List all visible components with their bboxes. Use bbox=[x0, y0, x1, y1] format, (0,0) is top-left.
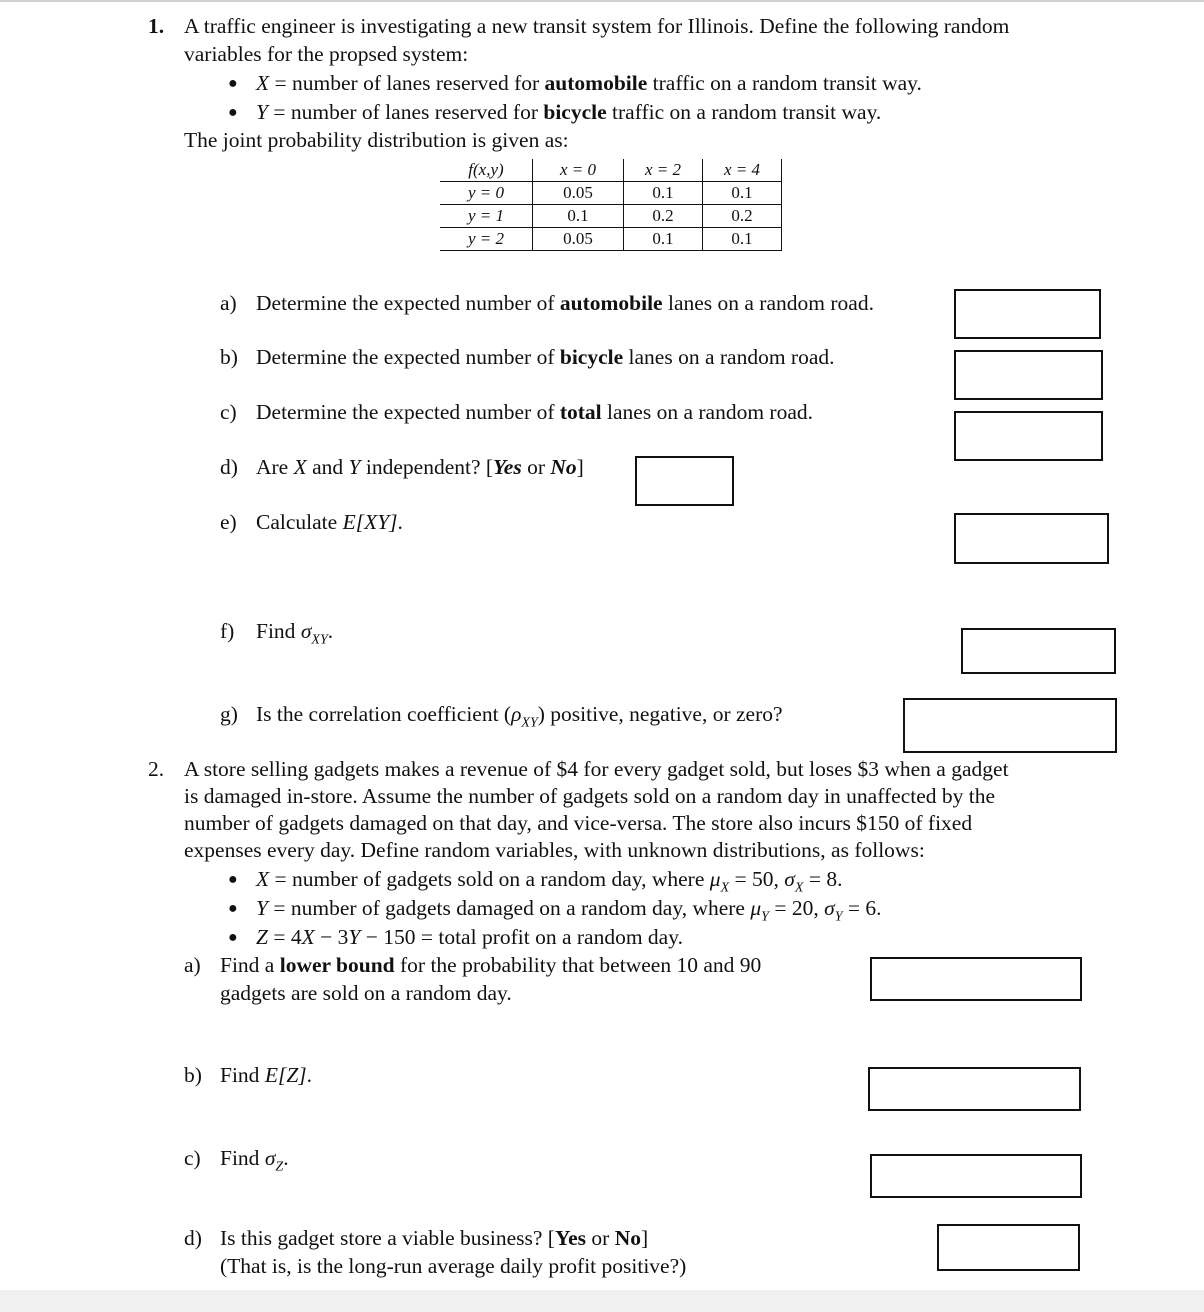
table-cell: 0.05 bbox=[533, 228, 624, 251]
table-cell: 0.1 bbox=[703, 182, 782, 205]
q1a-text: Determine the expected number of automobile lanes on a random road. bbox=[256, 291, 874, 315]
q1-joint-intro: The joint probability distribution is given as: bbox=[184, 128, 569, 152]
bullet-icon: ● bbox=[228, 929, 238, 946]
table-header-cell: f(x,y) bbox=[440, 159, 533, 182]
table-cell: 0.1 bbox=[624, 182, 703, 205]
table-cell: 0.2 bbox=[703, 205, 782, 228]
q2b-answer-box[interactable] bbox=[868, 1067, 1081, 1111]
q1-number: 1. bbox=[148, 14, 165, 38]
q1f-answer-box[interactable] bbox=[961, 628, 1116, 674]
joint-probability-table bbox=[440, 159, 782, 251]
q2b-text: Find E[Z]. bbox=[220, 1063, 313, 1087]
q2-intro-line4: expenses every day. Define random variables, with unknown distributions, as follows: bbox=[184, 838, 925, 862]
q2a-answer-box[interactable] bbox=[870, 957, 1082, 1001]
q1c-text: Determine the expected number of total lanes on a random road. bbox=[256, 400, 814, 424]
q1e-label: e) bbox=[220, 510, 237, 534]
q1g-answer-box[interactable] bbox=[903, 698, 1117, 753]
table-row-label: y = 2 bbox=[440, 228, 533, 251]
table-cell: 0.1 bbox=[533, 205, 624, 228]
q1g-text: Is the correlation coefficient $(\rho_{XY})$ positive, negative, or zero? bbox=[256, 702, 783, 731]
bullet-icon: ● bbox=[228, 900, 238, 917]
q2-bullet-y: Y = number of gadgets damaged on a random day, where $\mu_Y = 20$, $\sigma_Y = 6$. bbox=[256, 896, 882, 925]
table-row-label: y = 1 bbox=[440, 205, 533, 228]
table-row bbox=[440, 228, 782, 251]
q1c-answer-box[interactable] bbox=[954, 411, 1103, 461]
table-row-label: y = 0 bbox=[440, 182, 533, 205]
table-cell: 0.2 bbox=[624, 205, 703, 228]
q1-bullet-y: Y = number of lanes reserved for bicycle traffic on a random transit way. bbox=[256, 100, 882, 124]
table-row bbox=[440, 182, 782, 205]
table-header-cell: x = 2 bbox=[624, 159, 703, 182]
q2a-text: Find a lower bound for the probability that between 10 and 90 bbox=[220, 953, 762, 977]
q1e-text: Calculate E[XY]. bbox=[256, 510, 403, 534]
q1a-label: a) bbox=[220, 291, 237, 315]
q2b-label: b) bbox=[184, 1063, 202, 1087]
q1e-answer-box[interactable] bbox=[954, 513, 1109, 564]
bullet-icon: ● bbox=[228, 75, 238, 92]
table-row bbox=[440, 205, 782, 228]
table-header-cell: x = 0 bbox=[533, 159, 624, 182]
q2-number: 2. bbox=[148, 757, 165, 781]
q1d-label: d) bbox=[220, 455, 238, 479]
q2c-text: Find $\sigma_Z$. bbox=[220, 1146, 289, 1175]
table-header-row bbox=[440, 159, 782, 182]
table-cell: 0.05 bbox=[533, 182, 624, 205]
bottom-strip bbox=[0, 1290, 1204, 1312]
q2-bullet-x: X = number of gadgets sold on a random day, where $\mu_X = 50$, $\sigma_X = 8$. bbox=[256, 867, 843, 896]
q2d-text-line2: (That is, is the long-run average daily profit positive?) bbox=[220, 1254, 687, 1278]
q2-intro-line3: number of gadgets damaged on that day, and vice-versa. The store also incurs $150 of fixed bbox=[184, 811, 973, 835]
q1-bullet-x: X = number of lanes reserved for automobile traffic on a random transit way. bbox=[256, 71, 922, 95]
q2a-label: a) bbox=[184, 953, 201, 977]
table-cell: 0.1 bbox=[703, 228, 782, 251]
q1f-label: f) bbox=[220, 619, 235, 643]
q2-intro-line2: is damaged in-store. Assume the number of gadgets sold on a random day in unaffected by the bbox=[184, 784, 996, 808]
q1-intro-line1: A traffic engineer is investigating a new transit system for Illinois. Define the following random bbox=[184, 14, 1010, 38]
table-cell: 0.1 bbox=[624, 228, 703, 251]
q2a-text-line2: gadgets are sold on a random day. bbox=[220, 981, 512, 1005]
q2-bullet-z: Z = 4X − 3Y − 150 = total profit on a random day. bbox=[256, 925, 683, 949]
q1b-answer-box[interactable] bbox=[954, 350, 1103, 400]
q2c-label: c) bbox=[184, 1146, 201, 1170]
table-header-cell: x = 4 bbox=[703, 159, 782, 182]
q1c-label: c) bbox=[220, 400, 237, 424]
q1d-answer-box[interactable] bbox=[635, 456, 734, 506]
bullet-icon: ● bbox=[228, 104, 238, 121]
q1b-label: b) bbox=[220, 345, 238, 369]
q2d-answer-box[interactable] bbox=[937, 1224, 1080, 1271]
q1a-answer-box[interactable] bbox=[954, 289, 1101, 339]
top-border bbox=[0, 0, 1204, 2]
q2d-label: d) bbox=[184, 1226, 202, 1250]
q1g-label: g) bbox=[220, 702, 238, 726]
q1d-text: Are X and Y independent? [Yes or No] bbox=[256, 455, 584, 479]
q1-intro-line2: variables for the propsed system: bbox=[184, 42, 469, 66]
bullet-icon: ● bbox=[228, 871, 238, 888]
q1f-text: Find $\sigma_{XY}$. bbox=[256, 619, 334, 648]
q2d-text: Is this gadget store a viable business? [Yes or No] bbox=[220, 1226, 649, 1250]
q1b-text: Determine the expected number of bicycle lanes on a random road. bbox=[256, 345, 835, 369]
q2-intro-line1: A store selling gadgets makes a revenue of $4 for every gadget sold, but loses $3 when a gadget bbox=[184, 757, 1009, 781]
q2c-answer-box[interactable] bbox=[870, 1154, 1082, 1198]
